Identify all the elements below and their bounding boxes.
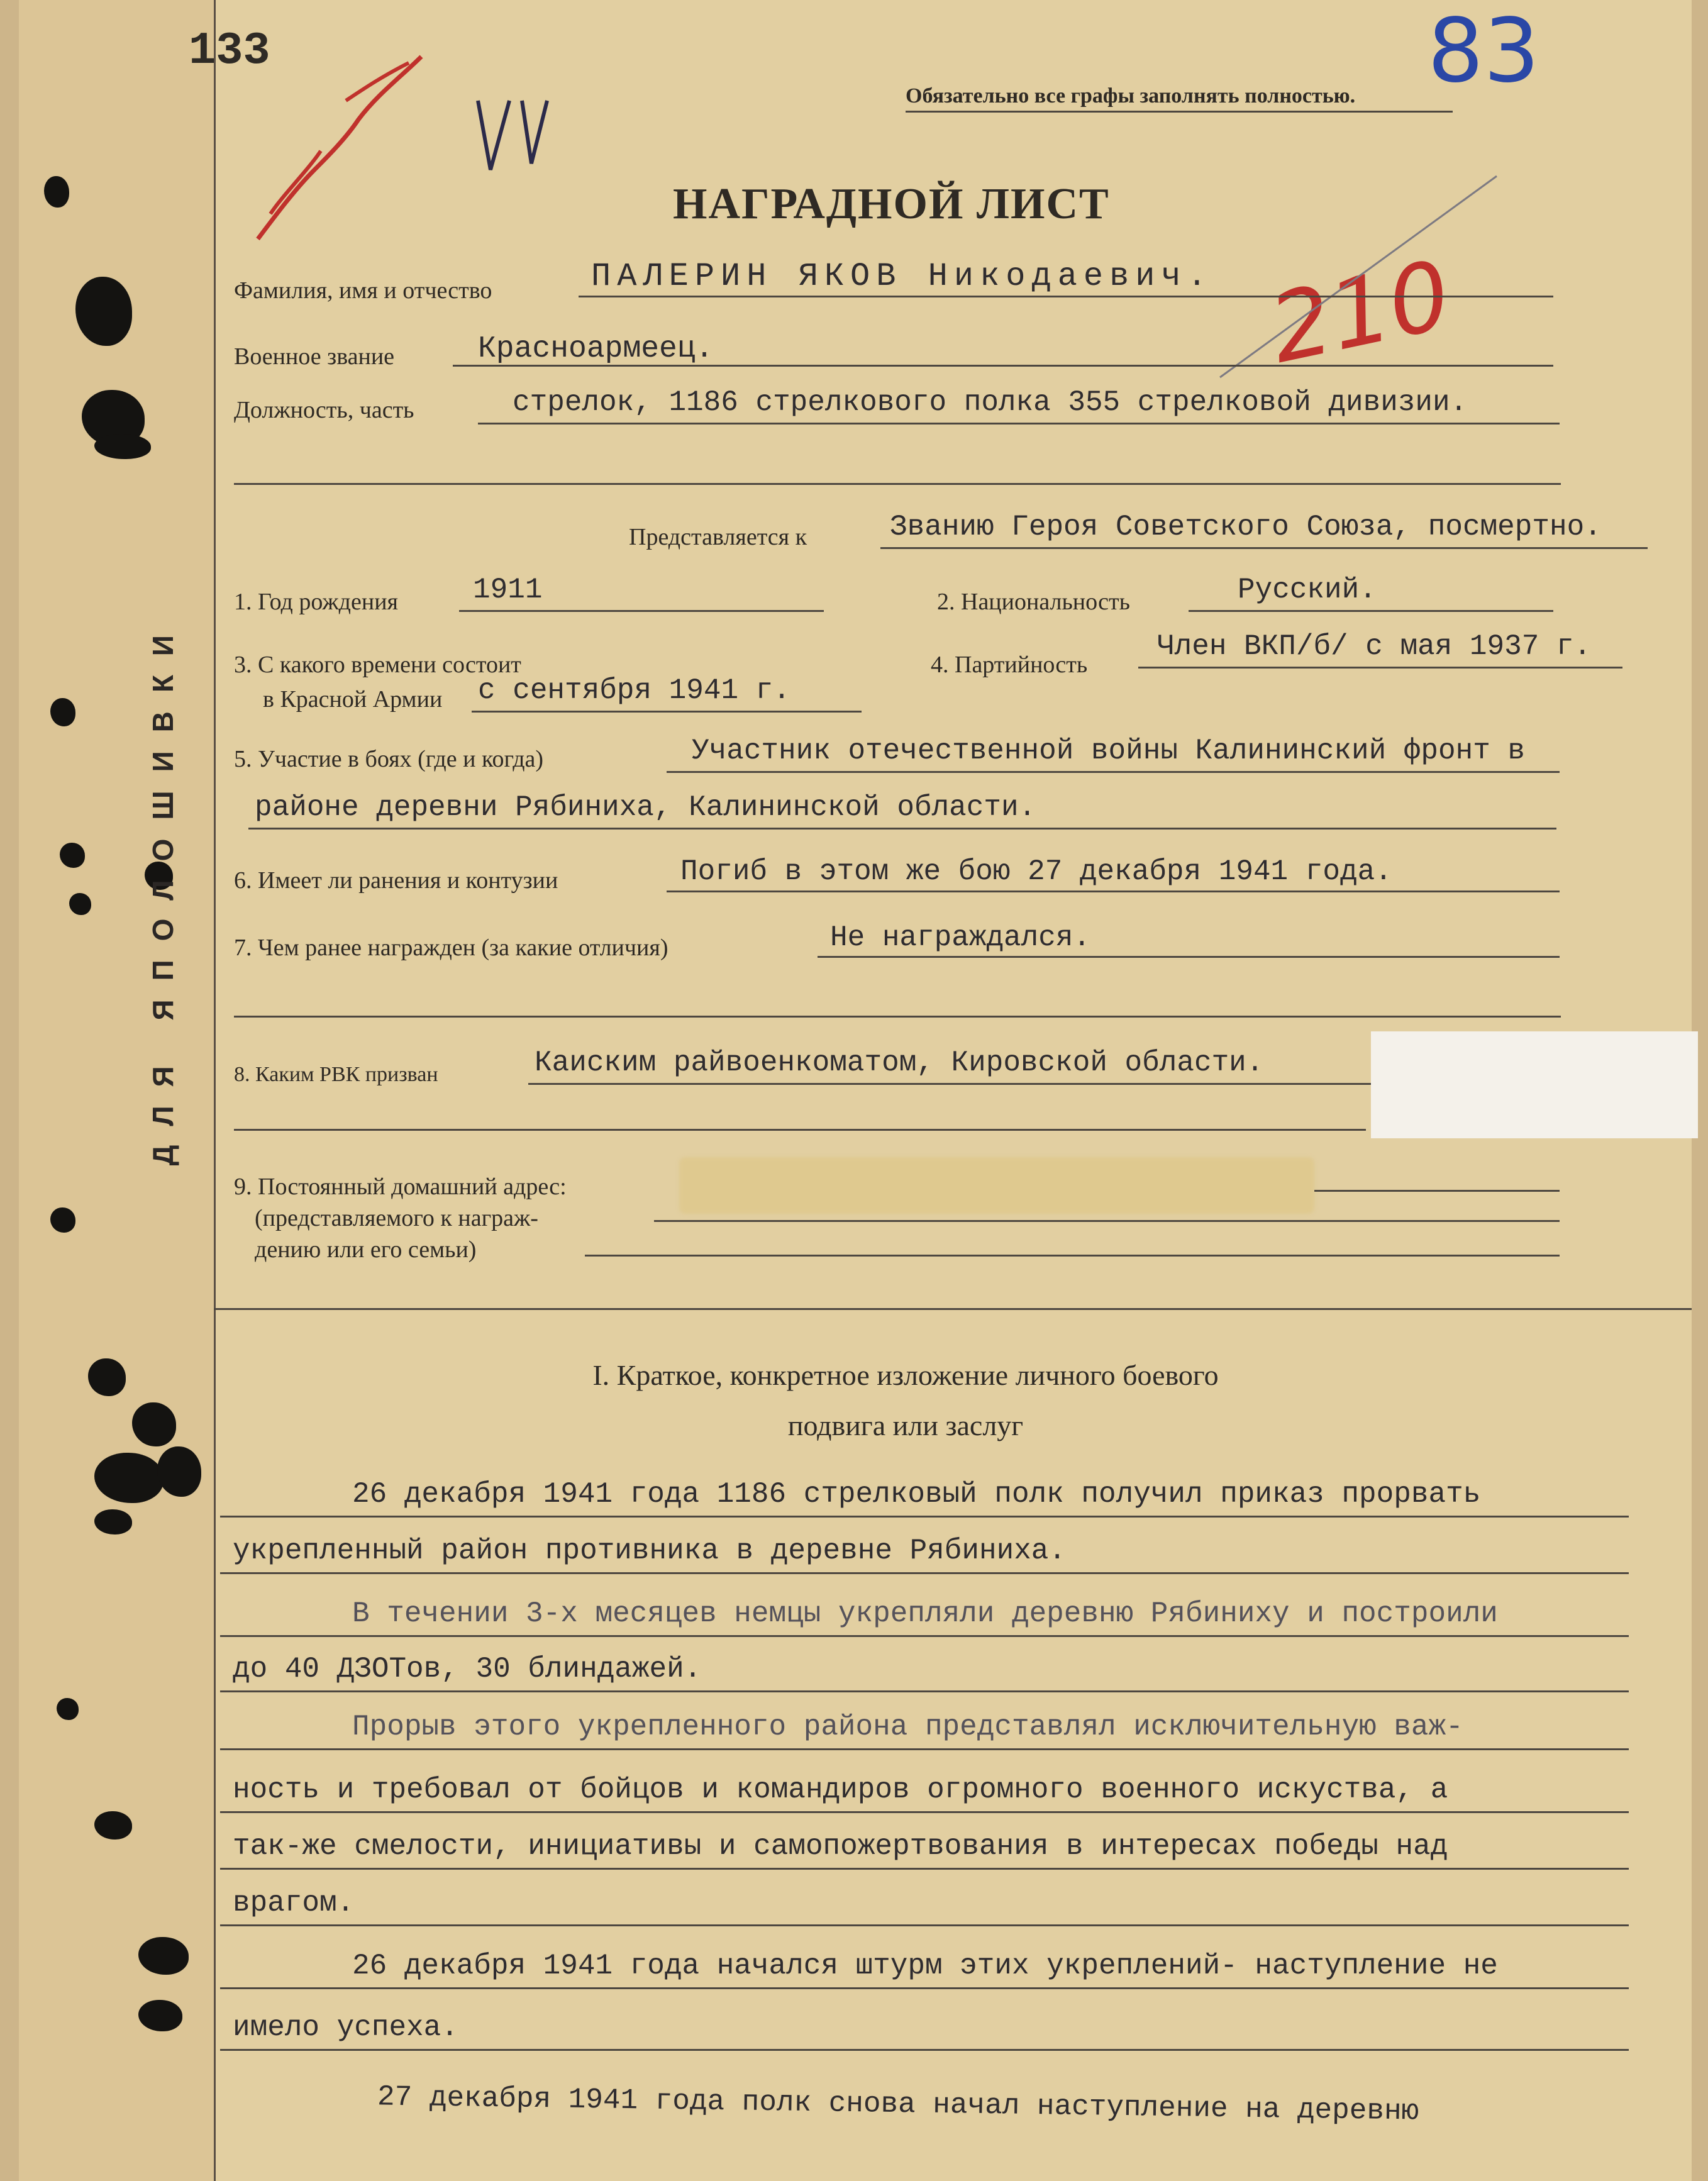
document-title: НАГРАДНОЙ ЛИСТ xyxy=(673,180,1110,228)
body-line: Прорыв этого укрепленного района представлял исключительную важ- xyxy=(352,1711,1463,1743)
notice-text: Обязательно все графы заполнять полностью. xyxy=(906,84,1356,108)
position-value: стрелок, 1186 стрелкового полка 355 стрелковой дивизии. xyxy=(513,386,1468,419)
body-line: имело успеха. xyxy=(233,2011,458,2044)
army-since-label: 3. С какого времени состоит xyxy=(234,652,521,678)
body-line: до 40 ДЗОТов, 30 блиндажей. xyxy=(233,1653,702,1685)
address-label: 9. Постоянный домашний адрес: xyxy=(234,1174,567,1200)
body-line: ность и требовал от бойцов и командиров огромного военного искуства, а xyxy=(233,1773,1448,1806)
party-label: 4. Партийность xyxy=(931,652,1088,678)
body-line: так-же смелости, инициативы и самопожертвования в интересах победы над xyxy=(233,1830,1448,1863)
army-since-label-2: в Красной Армии xyxy=(263,686,443,713)
name-value: ПАЛЕРИН ЯКОВ Никодаевич. xyxy=(591,258,1213,295)
address-label-2: (представляемого к награж- xyxy=(255,1205,538,1231)
rank-label: Военное звание xyxy=(234,343,395,370)
awards-value: Не награждался. xyxy=(830,921,1091,954)
archive-number: 133 xyxy=(189,25,270,77)
paper-patch xyxy=(1371,1031,1698,1138)
body-line: В течении 3-х месяцев немцы укрепляли деревню Рябиниху и построили xyxy=(352,1597,1498,1630)
battles-value-2: районе деревни Рябиниха, Калининской области. xyxy=(255,791,1036,824)
vertical-margin-label: ДЛЯ ЯПОЛОШИВКИ xyxy=(147,616,179,1166)
section-title-1: I. Краткое, конкретное изложение личного боевого xyxy=(592,1359,1219,1391)
name-label: Фамилия, имя и отчество xyxy=(234,277,492,304)
presented-value: Званию Героя Советского Союза, посмертно. xyxy=(890,511,1602,543)
battles-label: 5. Участие в боях (где и когда) xyxy=(234,746,544,772)
wounds-label: 6. Имеет ли ранения и контузии xyxy=(234,867,558,894)
nationality-label: 2. Национальность xyxy=(937,589,1130,615)
body-line: 26 декабря 1941 года начался штурм этих укреплений- наступление не xyxy=(352,1950,1498,1982)
section-title-2: подвига или заслуг xyxy=(787,1409,1024,1441)
body-line: 26 декабря 1941 года 1186 стрелковый полк получил приказ прорвать xyxy=(352,1478,1481,1511)
red-handwritten-annotation xyxy=(220,25,446,264)
redacted-address xyxy=(679,1157,1314,1214)
position-label: Должность, часть xyxy=(234,397,414,423)
pencil-diagonal-mark xyxy=(1207,164,1509,390)
party-value: Член ВКП/б/ с мая 1937 г. xyxy=(1157,630,1592,663)
body-line: 27 декабря 1941 года полк снова начал наступление на деревню xyxy=(377,2080,1419,2128)
body-line: укрепленный район противника в деревне Рябиниха. xyxy=(233,1534,1067,1567)
rvk-value: Каиским райвоенкоматом, Кировской области. xyxy=(535,1046,1264,1079)
body-line: врагом. xyxy=(233,1887,355,1919)
army-since-value: с сентября 1941 г. xyxy=(478,674,790,707)
nationality-value: Русский. xyxy=(1238,574,1377,606)
sheet-number-handwritten: 83 xyxy=(1428,0,1540,103)
wounds-value: Погиб в этом же бою 27 декабря 1941 года. xyxy=(680,855,1392,888)
roman-numeral-mark xyxy=(465,88,553,189)
birth-label: 1. Год рождения xyxy=(234,589,399,615)
birth-value: 1911 xyxy=(473,574,543,606)
awards-label: 7. Чем ранее награжден (за какие отличия) xyxy=(234,935,668,961)
page-edge-left xyxy=(0,0,19,2181)
address-label-3: дению или его семьи) xyxy=(255,1236,477,1263)
presented-label: Представляется к xyxy=(629,524,807,550)
award-number-handwritten: 210 xyxy=(1261,240,1460,385)
battles-value-1: Участник отечественной войны Калининский фронт в xyxy=(692,735,1526,767)
rank-value: Красноармеец. xyxy=(478,332,714,366)
rvk-label: 8. Каким РВК призван xyxy=(234,1063,438,1086)
